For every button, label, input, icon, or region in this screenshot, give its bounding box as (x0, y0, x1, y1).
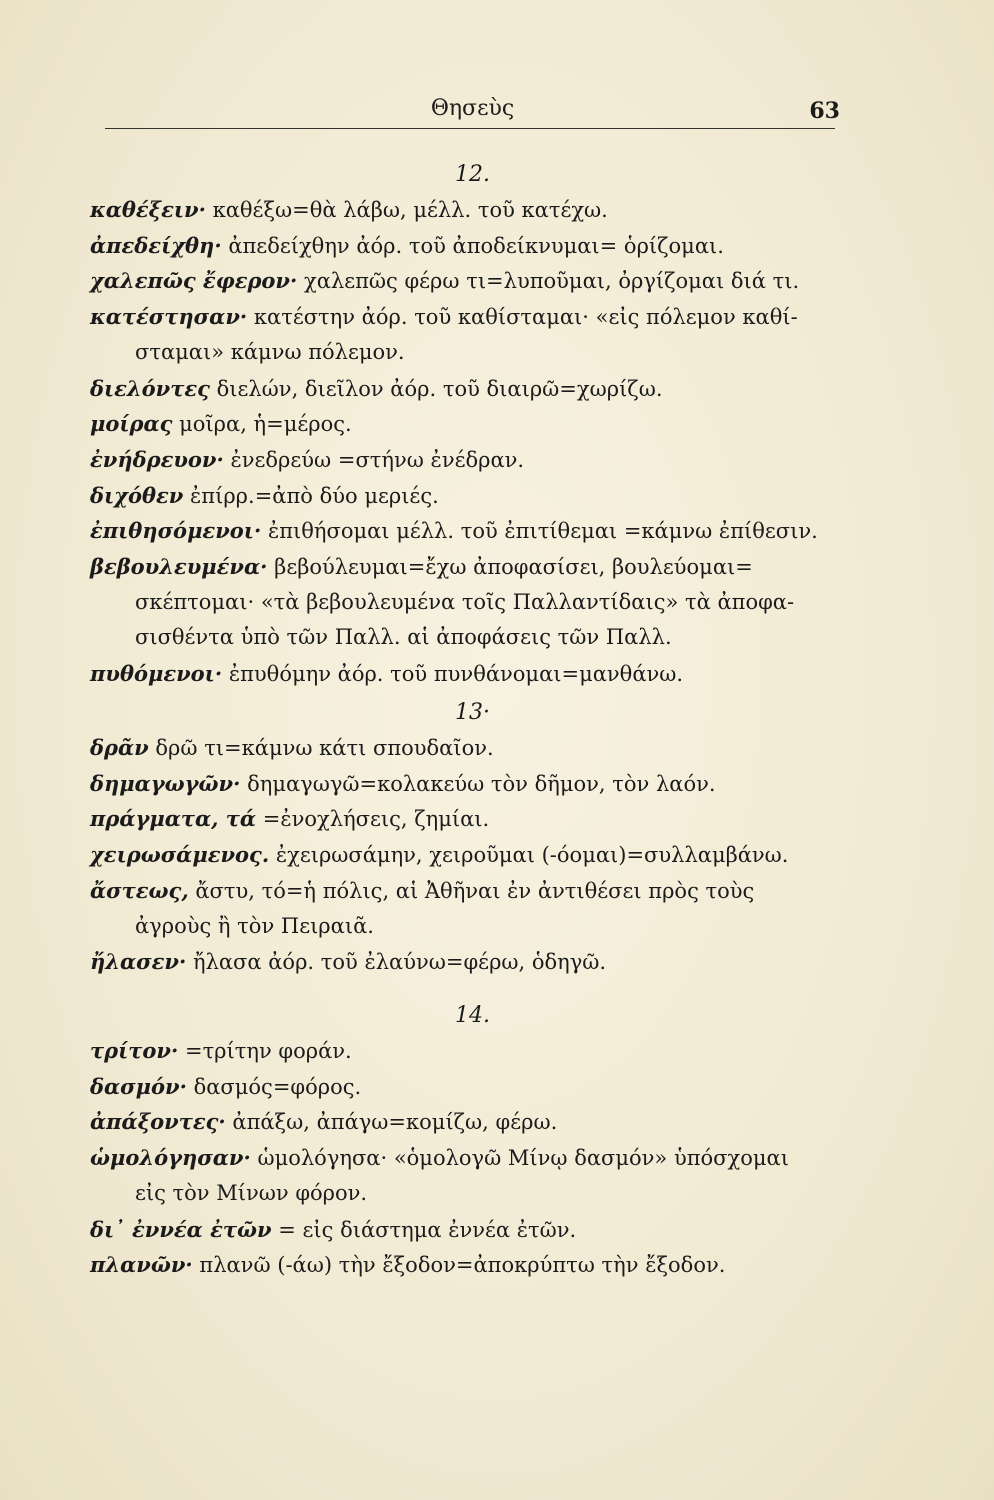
entry-continuation (135, 909, 880, 944)
entry-definition: ἀπεδείχθην ἀόρ. τοῦ ἀποδείκνυμαι= ὁρίζομαι. (228, 233, 724, 258)
entry-definition: ἀπάξω, ἀπάγω=κομίζω, φέρω. (232, 1110, 558, 1135)
glossary-entry (90, 549, 835, 585)
entry-lemma: πυθόμενοι· (90, 661, 223, 687)
entry-lemma: τρίτον· (90, 1038, 179, 1063)
glossary-entry (90, 873, 835, 909)
entry-definition: πλανῶ (-άω) τὴν ἔξοδον=ἀποκρύπτω τὴν ἔξοδον. (199, 1253, 726, 1278)
entry-definition: =ἐνοχλήσεις, ζημίαι. (262, 807, 490, 832)
entry-definition: ἀγροὺς ἢ τὸν Πειραιᾶ. (135, 913, 374, 938)
glossary-entry (90, 1069, 835, 1105)
glossary-entry (90, 656, 835, 692)
glossary-entry (90, 299, 835, 335)
entry-lemma: διχόθεν (90, 482, 184, 508)
section-number: 12. (455, 162, 490, 187)
glossary-entry (90, 192, 835, 228)
entry-definition: διελών, διεῖλον ἀόρ. τοῦ διαιρῶ=χωρίζω. (216, 376, 663, 401)
entry-definition: ἄστυ, τό=ἡ πόλις, αἱ Ἀθῆναι ἐν ἀντιθέσει πρὸς τοὺς (195, 878, 755, 903)
glossary-entry (90, 1247, 835, 1283)
entry-continuation (135, 1176, 880, 1211)
entry-definition: κατέστην ἀόρ. τοῦ καθίσταμαι· «εἰς πόλεμον καθί- (253, 305, 798, 330)
entry-definition: καθέξω=θὰ λάβω, μέλλ. τοῦ κατέχω. (212, 198, 608, 222)
header-rule (105, 128, 835, 129)
glossary-entry (90, 944, 835, 980)
entry-continuation (135, 620, 880, 655)
entry-lemma: ὡμολόγησαν· (90, 1145, 251, 1171)
glossary-entry (90, 406, 835, 442)
entry-definition: σισθέντα ὑπὸ τῶν Παλλ. αἱ ἀποφάσεις τῶν Παλλ. (135, 625, 672, 650)
glossary-entry (90, 1104, 835, 1140)
entry-lemma: δημαγωγῶν· (90, 770, 241, 796)
entry-definition: σταμαι» κάμνω πόλεμον. (135, 339, 405, 364)
glossary-entry (90, 801, 835, 837)
entry-definition: ἐπιθήσομαι μέλλ. τοῦ ἐπιτίθεμαι =κάμνω ἐπίθεσιν. (267, 519, 818, 544)
entry-lemma: μοίρας (90, 411, 173, 437)
glossary-entry (90, 263, 835, 299)
entry-definition: ἐχειρωσάμην, χειροῦμαι (-όομαι)=συλλαμβάνω. (275, 843, 789, 868)
page-header (105, 96, 840, 130)
glossary-entry (90, 513, 835, 549)
entry-lemma: ἤλασεν· (90, 949, 187, 975)
entry-definition: ἐνεδρεύω =στήνω ἐνέδραν. (230, 447, 525, 472)
entry-definition: χαλεπῶς φέρω τι=λυποῦμαι, ὀργίζομαι διά τι. (304, 269, 800, 294)
entry-lemma: χαλεπῶς ἔφερον· (90, 268, 298, 294)
entry-definition: =τρίτην φοράν. (184, 1039, 352, 1063)
entry-definition: ἐπίρρ.=ἀπὸ δύο μεριές. (190, 483, 439, 508)
section-number: 14. (455, 1003, 490, 1028)
entry-lemma: ἄστεως, (90, 877, 189, 903)
entry-lemma: πλανῶν· (90, 1252, 193, 1278)
entry-lemma: δι᾿ ἐννέα ἐτῶν (90, 1216, 272, 1242)
glossary-entry (90, 478, 835, 514)
entry-continuation (135, 335, 880, 370)
running-title: Θησεὺς (430, 96, 515, 121)
glossary-entry (90, 730, 835, 766)
glossary-entry (90, 1212, 835, 1248)
glossary-entry (90, 1140, 835, 1176)
entry-definition: = εἰς διάστημα ἐννέα ἐτῶν. (278, 1217, 577, 1242)
entry-definition: ὡμολόγησα· «ὁμολογῶ Μίνῳ δασμόν» ὑπόσχομαι (257, 1146, 789, 1171)
entry-definition: σκέπτομαι· «τὰ βεβουλευμένα τοῖς Παλλαντίδαις» τὰ ἀποφα- (135, 589, 795, 614)
entry-definition: εἰς τὸν Μίνων φόρον. (135, 1180, 368, 1205)
entry-definition: δρῶ τι=κάμνω κάτι σπουδαῖον. (155, 736, 494, 760)
entry-lemma: ἐπιθησόμενοι· (90, 518, 262, 544)
entry-lemma: κατέστησαν· (90, 304, 248, 330)
entry-definition: δημαγωγῶ=κολακεύω τὸν δῆμον, τὸν λαόν. (247, 771, 716, 796)
entry-definition: ἤλασα ἀόρ. τοῦ ἐλαύνω=φέρω, ὁδηγῶ. (192, 950, 607, 975)
entry-lemma: χειρωσάμενος. (90, 842, 270, 868)
entry-lemma: διελόντες (90, 375, 210, 401)
glossary-entry (90, 371, 835, 407)
glossary-entry (90, 442, 835, 478)
entry-lemma: δρᾶν (90, 735, 149, 760)
entry-lemma: καθέξειν· (90, 197, 206, 222)
entry-lemma: πράγματα, τά (90, 806, 257, 832)
entry-continuation (135, 585, 880, 620)
entry-definition: δασμός=φόρος. (193, 1074, 362, 1099)
glossary-entry (90, 837, 835, 873)
section-number: 13· (455, 700, 490, 725)
entry-lemma: ἀπεδείχθη· (90, 232, 222, 258)
glossary-entry (90, 1033, 835, 1069)
glossary-entry (90, 228, 835, 264)
entry-lemma: ἀπάξοντες· (90, 1109, 226, 1135)
page-number: 63 (809, 98, 840, 124)
entry-lemma: ἐνήδρευον· (90, 446, 224, 472)
entry-lemma: δασμόν· (90, 1073, 187, 1099)
entry-definition: βεβούλευμαι=ἔχω ἀποφασίσει, βουλεύομαι= (274, 555, 753, 579)
entry-definition: μοῖρα, ἡ=μέρος. (179, 412, 352, 437)
glossary-entry (90, 766, 835, 802)
entry-lemma: βεβουλευμένα· (90, 554, 268, 579)
entry-definition: ἐπυθόμην ἀόρ. τοῦ πυνθάνομαι=μανθάνω. (228, 662, 684, 687)
